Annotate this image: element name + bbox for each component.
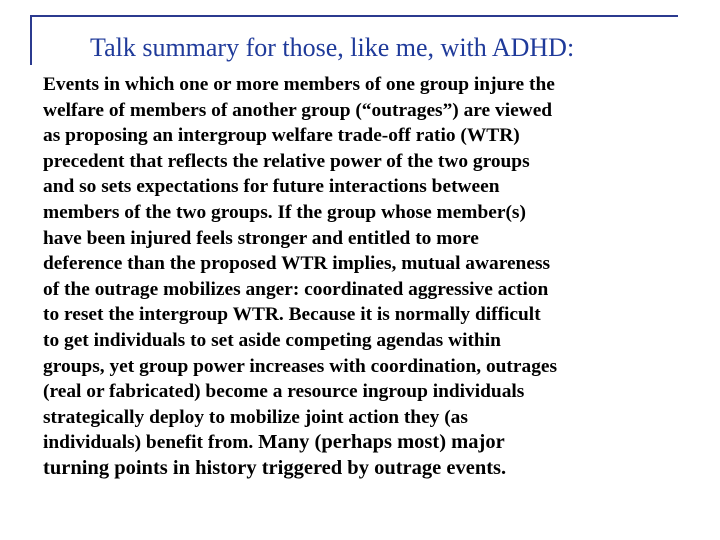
body-line-mixed: [43, 430, 683, 456]
body-line: precedent that reflects the relative power of the two groups: [43, 150, 530, 172]
body-line: to get individuals to set aside competing agendas within: [43, 329, 501, 351]
body-line: and so sets expectations for future interactions between: [43, 176, 500, 198]
title-rule-vertical: [30, 15, 32, 65]
body-line: deference than the proposed WTR implies, mutual awareness: [43, 253, 551, 275]
body-line-start: individuals) benefit from.: [43, 432, 259, 454]
body-line: (real or fabricated) become a resource ingroup individuals: [43, 381, 525, 403]
body-line: welfare of members of another group (“outrages”) are viewed: [43, 99, 553, 121]
body-line: Events in which one or more members of one group injure the: [43, 74, 555, 95]
body-line: groups, yet group power increases with coordination, outrages: [43, 355, 558, 377]
conclusion-emphasis: Many (perhaps most) major: [258, 431, 505, 454]
title-rule-horizontal: [30, 15, 678, 17]
slide-body: [43, 72, 683, 482]
body-line: have been injured feels stronger and entitled to more: [43, 227, 479, 249]
body-line: of the outrage mobilizes anger: coordinated aggressive action: [43, 278, 549, 300]
conclusion-emphasis-line: turning points in history triggered by outrage events.: [43, 456, 507, 479]
slide-title: Talk summary for those, like me, with ADHD:: [90, 33, 575, 62]
body-line: members of the two groups. If the group whose member(s): [43, 201, 526, 223]
body-line: to reset the intergroup WTR. Because it is normally difficult: [43, 304, 541, 326]
body-line: strategically deploy to mobilize joint action they (as: [43, 406, 468, 428]
body-line: as proposing an intergroup welfare trade-off ratio (WTR): [43, 125, 520, 147]
